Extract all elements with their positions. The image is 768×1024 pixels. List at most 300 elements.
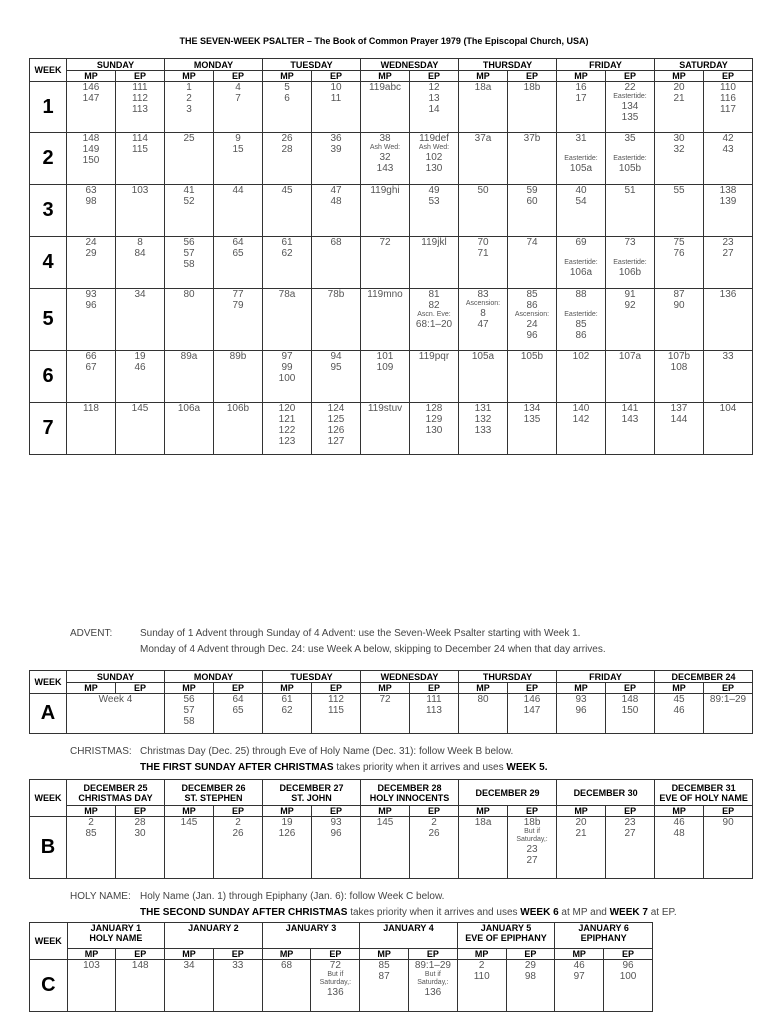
psalm-cell bbox=[655, 403, 704, 455]
mp-header: MP bbox=[459, 71, 508, 82]
psalm-cell bbox=[165, 237, 214, 289]
psalm-ref: 8 bbox=[480, 308, 486, 319]
cell-spacer bbox=[557, 144, 605, 155]
mp-header: MP bbox=[361, 806, 410, 817]
day-header bbox=[165, 780, 263, 806]
psalm-ref: 104 bbox=[719, 403, 737, 414]
week-letter: A bbox=[30, 694, 67, 734]
psalm-ref: 144 bbox=[670, 414, 688, 425]
psalm-ref: 7 bbox=[235, 93, 241, 104]
cell-note: Eastertide: bbox=[564, 311, 598, 318]
psalm-ref: 100 bbox=[619, 971, 637, 982]
day-header bbox=[165, 923, 263, 949]
psalm-ref: 136 bbox=[719, 289, 737, 300]
psalm-ref: 121 bbox=[278, 414, 296, 425]
psalm-cell bbox=[606, 694, 655, 734]
psalm-cell bbox=[116, 817, 165, 879]
mp-header: MP bbox=[67, 71, 116, 82]
holyname-label: HOLY NAME: bbox=[70, 891, 131, 902]
psalm-ref: 58 bbox=[183, 716, 195, 727]
psalm-cell bbox=[263, 82, 312, 133]
psalm-ref: 29 bbox=[85, 248, 97, 259]
psalm-ref: 62 bbox=[281, 248, 293, 259]
week-number: 2 bbox=[30, 133, 67, 185]
week-letter: C bbox=[30, 960, 68, 1012]
psalm-ref: 143 bbox=[376, 163, 394, 174]
psalm-ref: 124 bbox=[327, 403, 345, 414]
psalm-ref: 70 bbox=[477, 237, 489, 248]
psalm-ref: 119jkl bbox=[421, 237, 447, 248]
psalm-ref: 88 bbox=[575, 289, 587, 300]
psalm-cell bbox=[67, 960, 116, 1012]
psalm-ref: 1 bbox=[186, 82, 192, 93]
week-row bbox=[30, 82, 753, 133]
cell-spacer bbox=[557, 248, 605, 259]
psalm-ref: 46 bbox=[673, 705, 685, 716]
psalm-ref: 133 bbox=[474, 425, 492, 436]
psalm-ref: 126 bbox=[278, 828, 296, 839]
psalm-ref: 105a bbox=[471, 351, 495, 362]
psalm-ref: 128 bbox=[425, 403, 443, 414]
day-date: DECEMBER 26 bbox=[181, 782, 246, 793]
day-date: DECEMBER 31 bbox=[671, 782, 736, 793]
psalm-ref: 68:1–20 bbox=[415, 319, 453, 330]
psalm-ref: 149 bbox=[82, 144, 100, 155]
psalm-cell bbox=[704, 289, 753, 351]
psalm-cell bbox=[263, 694, 312, 734]
mp-header: MP bbox=[165, 949, 214, 960]
day-header: FRIDAY bbox=[557, 59, 655, 71]
psalm-ref: 119pqr bbox=[418, 351, 450, 362]
mp-header: MP bbox=[459, 683, 508, 694]
psalm-cell bbox=[704, 133, 753, 185]
christmas-line-1: Christmas Day (Dec. 25) through Eve of Holy Name (Dec. 31): follow Week B below. bbox=[140, 746, 514, 757]
psalm-ref: 131 bbox=[474, 403, 492, 414]
psalm-ref: 136 bbox=[327, 987, 344, 998]
psalm-ref: 66 bbox=[85, 351, 97, 362]
mp-header: MP bbox=[263, 71, 312, 82]
psalm-ref: 81 bbox=[428, 289, 440, 300]
mp-header: MP bbox=[459, 806, 508, 817]
psalm-cell bbox=[263, 403, 312, 455]
psalm-ref: 89:1–29 bbox=[414, 960, 451, 971]
psalm-ref: 26 bbox=[232, 828, 244, 839]
mp-header: MP bbox=[555, 949, 604, 960]
christmas-week-b-table bbox=[29, 779, 753, 879]
psalm-cell bbox=[557, 403, 606, 455]
psalm-ref: 56 bbox=[183, 237, 195, 248]
psalm-ref: 17 bbox=[575, 93, 587, 104]
psalm-cell bbox=[312, 403, 361, 455]
psalm-ref: 139 bbox=[719, 196, 737, 207]
psalm-ref: 103 bbox=[131, 185, 149, 196]
day-header bbox=[360, 923, 458, 949]
psalm-ref: 85 bbox=[85, 828, 97, 839]
psalm-ref: 86 bbox=[526, 300, 538, 311]
psalm-cell bbox=[263, 351, 312, 403]
ep-header: EP bbox=[116, 806, 165, 817]
mp-header: MP bbox=[655, 806, 704, 817]
psalm-ref: 148 bbox=[82, 133, 100, 144]
psalm-ref: 14 bbox=[428, 104, 440, 115]
psalm-ref: 30 bbox=[673, 133, 685, 144]
day-header bbox=[655, 780, 753, 806]
psalm-ref: 18a bbox=[474, 817, 492, 828]
psalm-cell bbox=[165, 185, 214, 237]
psalm-cell bbox=[116, 351, 165, 403]
psalm-cell bbox=[67, 403, 116, 455]
psalm-cell bbox=[606, 817, 655, 879]
week-number: 4 bbox=[30, 237, 67, 289]
psalm-cell bbox=[263, 185, 312, 237]
psalm-cell bbox=[263, 289, 312, 351]
psalm-cell bbox=[410, 403, 459, 455]
psalm-ref: 126 bbox=[327, 425, 345, 436]
psalm-cell bbox=[165, 694, 214, 734]
psalm-ref: 150 bbox=[621, 705, 639, 716]
psalm-cell bbox=[704, 817, 753, 879]
psalm-cell bbox=[67, 185, 116, 237]
psalm-ref: 103 bbox=[83, 960, 100, 971]
day-header: DECEMBER 24 bbox=[655, 671, 753, 683]
psalm-ref: 32 bbox=[379, 152, 391, 163]
psalm-cell bbox=[165, 817, 214, 879]
psalm-ref: 116 bbox=[720, 93, 736, 104]
psalm-ref: 98 bbox=[85, 196, 97, 207]
holyname-week-c-table bbox=[29, 922, 653, 1012]
psalm-cell bbox=[704, 351, 753, 403]
psalm-cell bbox=[704, 82, 753, 133]
mp-header: MP bbox=[67, 806, 116, 817]
psalm-ref: 113 bbox=[426, 705, 442, 716]
ep-header: EP bbox=[506, 949, 555, 960]
psalm-ref: 38 bbox=[379, 133, 391, 144]
ep-header: EP bbox=[311, 949, 360, 960]
psalm-cell bbox=[361, 694, 410, 734]
psalm-cell bbox=[655, 82, 704, 133]
day-header bbox=[67, 780, 165, 806]
psalm-ref: 57 bbox=[183, 705, 195, 716]
psalm-ref: 112 bbox=[132, 93, 148, 104]
psalm-ref: 20 bbox=[673, 82, 685, 93]
day-header: THURSDAY bbox=[459, 671, 557, 683]
psalm-cell bbox=[312, 817, 361, 879]
psalm-ref: 28 bbox=[281, 144, 293, 155]
psalm-ref: 105a bbox=[569, 163, 593, 174]
ep-header: EP bbox=[508, 806, 557, 817]
psalm-ref: 34 bbox=[183, 960, 195, 971]
psalm-ref: 134 bbox=[523, 403, 541, 414]
cell-note: Saturday,: bbox=[417, 979, 449, 986]
christmas-week-ref: WEEK 5. bbox=[506, 762, 548, 773]
ep-header: EP bbox=[508, 71, 557, 82]
psalm-cell bbox=[704, 403, 753, 455]
psalm-ref: 130 bbox=[425, 425, 443, 436]
psalm-cell bbox=[361, 133, 410, 185]
ep-header: EP bbox=[214, 683, 263, 694]
psalm-cell bbox=[214, 351, 263, 403]
psalm-ref: 25 bbox=[183, 133, 195, 144]
day-date: JANUARY 2 bbox=[188, 923, 239, 933]
psalm-ref: 73 bbox=[624, 237, 636, 248]
day-feast: HOLY INNOCENTS bbox=[369, 792, 450, 803]
ep-header: EP bbox=[312, 806, 361, 817]
psalm-cell bbox=[312, 82, 361, 133]
psalm-ref: 145 bbox=[180, 817, 198, 828]
psalm-cell bbox=[361, 817, 410, 879]
psalm-ref: 111 bbox=[426, 694, 442, 705]
psalm-ref: 109 bbox=[376, 362, 394, 373]
psalm-ref: 40 bbox=[575, 185, 587, 196]
psalm-ref: 61 bbox=[281, 237, 293, 248]
psalm-ref: 37b bbox=[523, 133, 541, 144]
day-date: JANUARY 3 bbox=[285, 923, 337, 933]
psalm-ref: 150 bbox=[82, 155, 100, 166]
psalm-ref: 89b bbox=[229, 351, 247, 362]
psalm-ref: 42 bbox=[722, 133, 734, 144]
psalm-ref: 2 bbox=[235, 817, 241, 828]
psalm-cell bbox=[410, 237, 459, 289]
psalm-ref: 21 bbox=[575, 828, 587, 839]
psalm-cell bbox=[116, 403, 165, 455]
psalm-ref: 36 bbox=[330, 133, 342, 144]
ep-header: EP bbox=[116, 949, 165, 960]
psalm-ref: 105b bbox=[520, 351, 544, 362]
psalm-ref: 111 bbox=[132, 82, 148, 93]
psalm-cell bbox=[165, 351, 214, 403]
day-date: DECEMBER 30 bbox=[573, 787, 638, 798]
psalm-cell bbox=[459, 351, 508, 403]
psalm-ref: 68 bbox=[281, 960, 293, 971]
page-title: THE SEVEN-WEEK PSALTER – The Book of Common Prayer 1979 (The Episcopal Church, USA) bbox=[179, 36, 589, 46]
day-header bbox=[263, 780, 361, 806]
psalm-ref: 115 bbox=[328, 705, 344, 716]
week-number: 3 bbox=[30, 185, 67, 237]
mp-header: MP bbox=[557, 806, 606, 817]
psalm-cell bbox=[361, 82, 410, 133]
week-header: WEEK bbox=[30, 923, 68, 960]
psalm-ref: 10 bbox=[330, 82, 342, 93]
psalm-cell bbox=[312, 351, 361, 403]
psalm-ref: 80 bbox=[477, 694, 489, 705]
psalm-cell bbox=[116, 133, 165, 185]
psalm-cell bbox=[165, 289, 214, 351]
psalm-ref: 100 bbox=[278, 373, 296, 384]
psalm-ref: 136 bbox=[424, 987, 442, 998]
psalm-ref: 48 bbox=[330, 196, 342, 207]
day-date: JANUARY 6 bbox=[578, 923, 629, 933]
psalm-cell bbox=[165, 403, 214, 455]
psalm-ref: 34 bbox=[134, 289, 146, 300]
psalm-cell bbox=[557, 237, 606, 289]
psalm-ref: 125 bbox=[327, 414, 345, 425]
psalm-ref: 2 bbox=[431, 817, 437, 828]
ep-header: EP bbox=[606, 71, 655, 82]
psalm-ref: 123 bbox=[278, 436, 296, 447]
psalm-cell bbox=[606, 351, 655, 403]
psalm-ref: 78a bbox=[278, 289, 296, 300]
psalm-cell bbox=[312, 133, 361, 185]
psalm-cell bbox=[361, 289, 410, 351]
psalm-ref: 147 bbox=[523, 705, 541, 716]
second-sunday-title: THE SECOND SUNDAY AFTER CHRISTMAS bbox=[140, 907, 348, 918]
ep-header: EP bbox=[116, 71, 165, 82]
psalm-ref: 46 bbox=[134, 362, 146, 373]
psalm-cell bbox=[606, 403, 655, 455]
psalm-ref: 122 bbox=[278, 425, 296, 436]
ep-header: EP bbox=[409, 949, 458, 960]
day-header: WEDNESDAY bbox=[361, 59, 459, 71]
psalm-ref: 26 bbox=[428, 828, 440, 839]
holyname-at-ep-text: at EP. bbox=[650, 907, 677, 918]
psalm-cell bbox=[506, 960, 555, 1012]
holyname-at-mp-text: at MP and bbox=[561, 907, 607, 918]
psalm-cell bbox=[312, 237, 361, 289]
psalm-ref: 99 bbox=[281, 362, 293, 373]
psalm-ref: 91 bbox=[624, 289, 636, 300]
psalm-ref: 85 bbox=[526, 289, 538, 300]
day-header: SUNDAY bbox=[67, 671, 165, 683]
psalm-cell bbox=[67, 351, 116, 403]
psalm-cell bbox=[459, 289, 508, 351]
day-date: JANUARY 4 bbox=[383, 923, 434, 933]
psalm-cell bbox=[410, 133, 459, 185]
psalm-cell bbox=[606, 82, 655, 133]
psalm-cell bbox=[116, 960, 165, 1012]
psalm-ref: 16 bbox=[575, 82, 587, 93]
day-date: DECEMBER 25 bbox=[83, 782, 148, 793]
psalm-ref: 74 bbox=[526, 237, 538, 248]
psalm-ref: 119mno bbox=[367, 289, 403, 300]
psalm-cell bbox=[508, 82, 557, 133]
psalm-ref: 22 bbox=[624, 82, 636, 93]
psalm-ref: 71 bbox=[477, 248, 489, 259]
psalm-ref: 18b bbox=[523, 82, 541, 93]
psalm-ref: 148 bbox=[621, 694, 639, 705]
psalm-ref: 85 bbox=[378, 960, 390, 971]
week-number: 7 bbox=[30, 403, 67, 455]
psalm-ref: 44 bbox=[232, 185, 244, 196]
psalm-ref: 49 bbox=[428, 185, 440, 196]
psalm-ref: 29 bbox=[524, 960, 536, 971]
psalm-ref: 13 bbox=[428, 93, 440, 104]
psalm-cell bbox=[604, 960, 653, 1012]
psalm-ref: 97 bbox=[573, 971, 585, 982]
psalm-ref: 45 bbox=[281, 185, 293, 196]
psalm-cell bbox=[704, 185, 753, 237]
psalm-ref: 140 bbox=[572, 403, 590, 414]
week-header: WEEK bbox=[30, 780, 67, 817]
mp-header: MP bbox=[361, 71, 410, 82]
psalm-ref: 87 bbox=[673, 289, 685, 300]
psalm-ref: 6 bbox=[284, 93, 290, 104]
psalm-ref: 85 bbox=[575, 319, 587, 330]
psalm-cell bbox=[655, 351, 704, 403]
psalm-ref: 127 bbox=[327, 436, 345, 447]
psalm-ref: 68 bbox=[330, 237, 342, 248]
day-header: TUESDAY bbox=[263, 59, 361, 71]
week-row bbox=[30, 403, 753, 455]
psalm-cell bbox=[508, 289, 557, 351]
psalm-ref: 2 bbox=[88, 817, 94, 828]
psalm-cell bbox=[555, 960, 604, 1012]
psalm-cell bbox=[557, 133, 606, 185]
psalm-cell bbox=[459, 817, 508, 879]
cell-note: Eastertide: bbox=[564, 259, 598, 266]
psalm-ref: 57 bbox=[183, 248, 195, 259]
psalm-ref: 146 bbox=[523, 694, 541, 705]
psalm-ref: 141 bbox=[621, 403, 639, 414]
psalm-cell bbox=[263, 237, 312, 289]
psalm-ref: 117 bbox=[720, 104, 736, 115]
psalm-ref: 96 bbox=[330, 828, 342, 839]
psalm-ref: 110 bbox=[720, 82, 736, 93]
psalm-ref: 146 bbox=[82, 82, 100, 93]
christmas-label: CHRISTMAS: bbox=[70, 746, 132, 757]
mp-header: MP bbox=[67, 949, 116, 960]
psalm-cell bbox=[410, 817, 459, 879]
ep-header: EP bbox=[704, 71, 753, 82]
psalm-cell bbox=[116, 289, 165, 351]
psalm-ref: 12 bbox=[428, 82, 440, 93]
cell-note: Ascension: bbox=[465, 300, 501, 307]
ep-header: EP bbox=[116, 683, 165, 694]
psalm-ref: 106a bbox=[177, 403, 201, 414]
psalm-ref: 3 bbox=[186, 104, 192, 115]
ep-header: EP bbox=[214, 806, 263, 817]
psalm-ref: 54 bbox=[575, 196, 587, 207]
psalm-ref: 142 bbox=[572, 414, 590, 425]
psalm-ref: 78b bbox=[327, 289, 345, 300]
psalm-ref: 56 bbox=[183, 694, 195, 705]
mp-header: MP bbox=[165, 683, 214, 694]
psalm-cell bbox=[214, 82, 263, 133]
psalm-ref: 119stuv bbox=[367, 403, 403, 414]
christmas-priority-text: takes priority when it arrives and uses bbox=[336, 762, 504, 773]
psalm-cell bbox=[655, 133, 704, 185]
week-header: WEEK bbox=[30, 671, 67, 694]
psalm-ref: 77 bbox=[232, 289, 244, 300]
psalm-ref: 26 bbox=[281, 133, 293, 144]
psalm-ref: 65 bbox=[232, 248, 244, 259]
day-feast: HOLY NAME bbox=[89, 933, 143, 943]
psalm-cell bbox=[704, 694, 753, 734]
psalm-cell bbox=[116, 185, 165, 237]
psalm-cell bbox=[67, 289, 116, 351]
psalm-ref: 119ghi bbox=[370, 185, 400, 196]
psalm-ref: 63 bbox=[85, 185, 97, 196]
ep-header: EP bbox=[604, 949, 653, 960]
psalm-ref: 87 bbox=[378, 971, 390, 982]
week-header: WEEK bbox=[30, 59, 67, 82]
psalm-ref: 110 bbox=[473, 971, 490, 982]
psalm-cell bbox=[67, 237, 116, 289]
psalm-cell bbox=[165, 133, 214, 185]
psalm-ref: 33 bbox=[232, 960, 244, 971]
psalm-ref: 43 bbox=[722, 144, 734, 155]
day-header: FRIDAY bbox=[557, 671, 655, 683]
psalm-ref: 86 bbox=[575, 330, 587, 341]
day-date: JANUARY 5 bbox=[480, 923, 532, 933]
psalm-ref: 93 bbox=[85, 289, 97, 300]
psalm-cell bbox=[508, 694, 557, 734]
psalm-cell bbox=[214, 289, 263, 351]
psalm-ref: 145 bbox=[376, 817, 394, 828]
mp-header: MP bbox=[165, 71, 214, 82]
psalm-ref: 96 bbox=[575, 705, 587, 716]
psalm-ref: 32 bbox=[673, 144, 685, 155]
psalm-ref: 80 bbox=[183, 289, 195, 300]
